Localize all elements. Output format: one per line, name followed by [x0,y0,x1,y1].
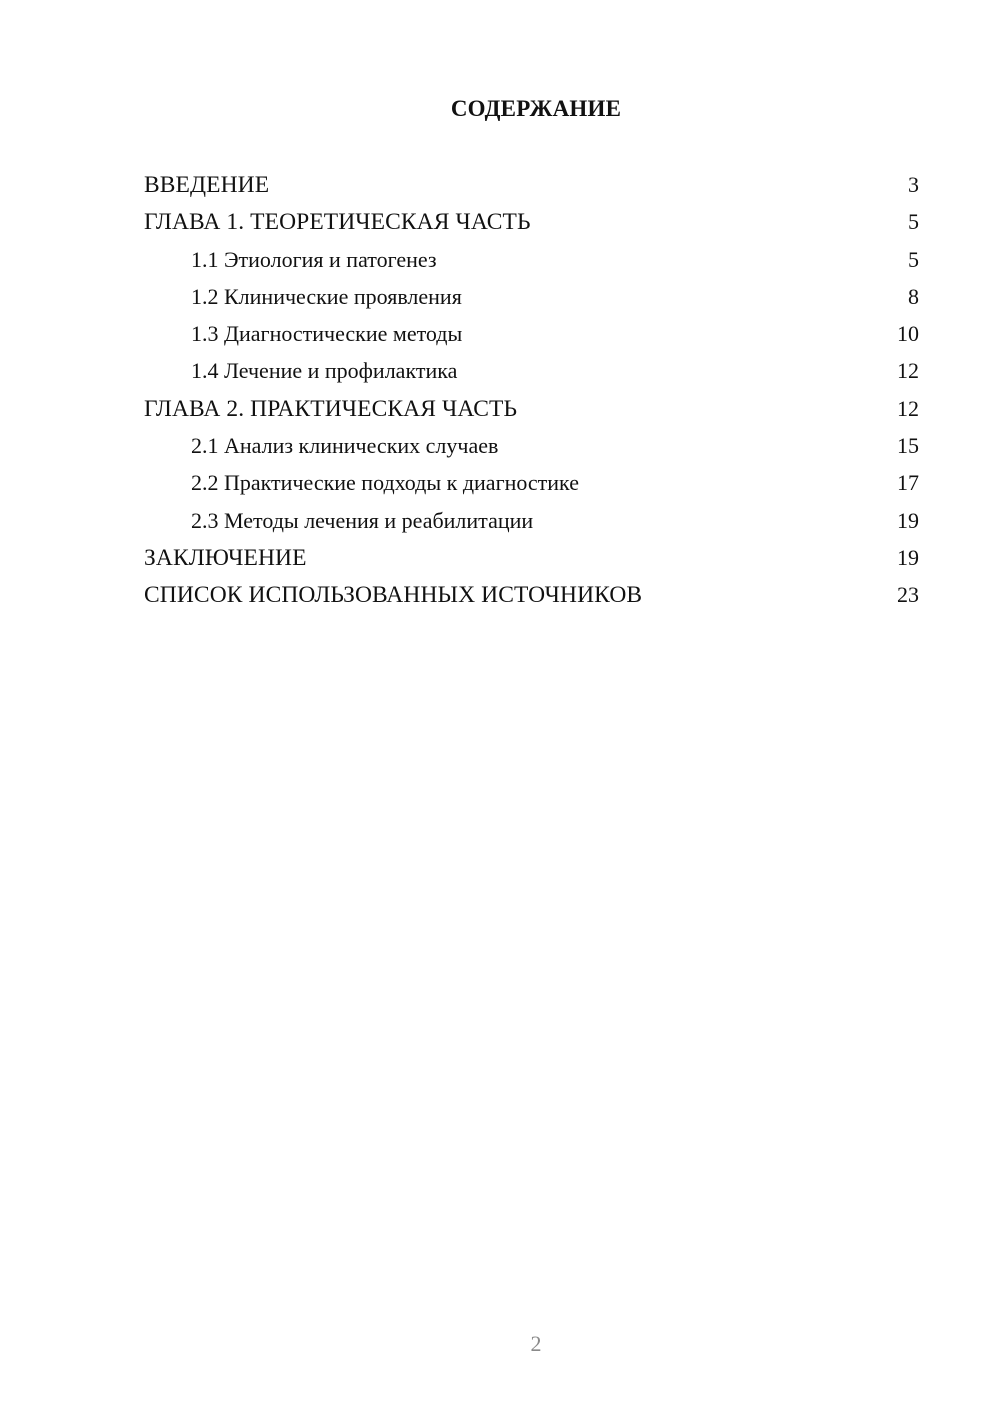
toc-entry-label: ГЛАВА 1. ТЕОРЕТИЧЕСКАЯ ЧАСТЬ [144,209,531,236]
toc-entry-label: 2.1 Анализ клинических случаев [191,433,499,459]
toc-entry-label: 2.3 Методы лечения и реабилитации [191,507,534,533]
toc-entry-label: 2.2 Практические подходы к диагностике [191,470,579,496]
toc-entry-label: ГЛАВА 2. ПРАКТИЧЕСКАЯ ЧАСТЬ [144,395,518,422]
toc-entry-label: 1.2 Клинические проявления [191,283,462,309]
toc-entry-page: 5 [908,246,919,272]
toc-entry-introduction[interactable] [144,166,919,203]
toc-entry-section-1-1[interactable] [144,241,919,278]
toc-entry-section-1-3[interactable] [144,315,919,352]
toc-entry-chapter-1[interactable] [144,203,919,240]
toc-entry-section-2-3[interactable] [144,502,919,539]
toc-entry-label: ВВЕДЕНИЕ [144,172,270,198]
toc-entry-page: 17 [897,470,919,496]
toc-title: СОДЕРЖАНИЕ [450,96,622,121]
toc-entry-label: 1.4 Лечение и профилактика [191,358,458,384]
table-of-contents [144,166,919,614]
toc-entry-label: СПИСОК ИСПОЛЬЗОВАННЫХ ИСТОЧНИКОВ [144,582,643,609]
toc-entry-conclusion[interactable] [144,539,919,576]
toc-entry-section-2-1[interactable] [144,427,919,464]
toc-entry-section-1-4[interactable] [144,352,919,389]
toc-entry-label: 1.3 Диагностические методы [191,321,463,347]
toc-entry-page: 12 [897,358,919,384]
toc-entry-chapter-2[interactable] [144,390,919,427]
toc-entry-page: 12 [897,395,919,421]
toc-entry-page: 23 [897,582,919,608]
toc-entry-section-2-2[interactable] [144,464,919,501]
toc-entry-references[interactable] [144,576,919,613]
toc-entry-label: ЗАКЛЮЧЕНИЕ [144,544,307,571]
toc-entry-section-1-2[interactable] [144,278,919,315]
toc-entry-page: 19 [897,544,919,570]
page-number: 2 [530,1331,542,1356]
toc-entry-page: 10 [897,321,919,347]
toc-entry-page: 15 [897,433,919,459]
toc-entry-label: 1.1 Этиология и патогенез [191,246,437,272]
toc-entry-page: 19 [897,507,919,533]
toc-entry-page: 3 [908,172,919,197]
toc-entry-page: 8 [908,283,919,309]
toc-entry-page: 5 [908,209,919,235]
